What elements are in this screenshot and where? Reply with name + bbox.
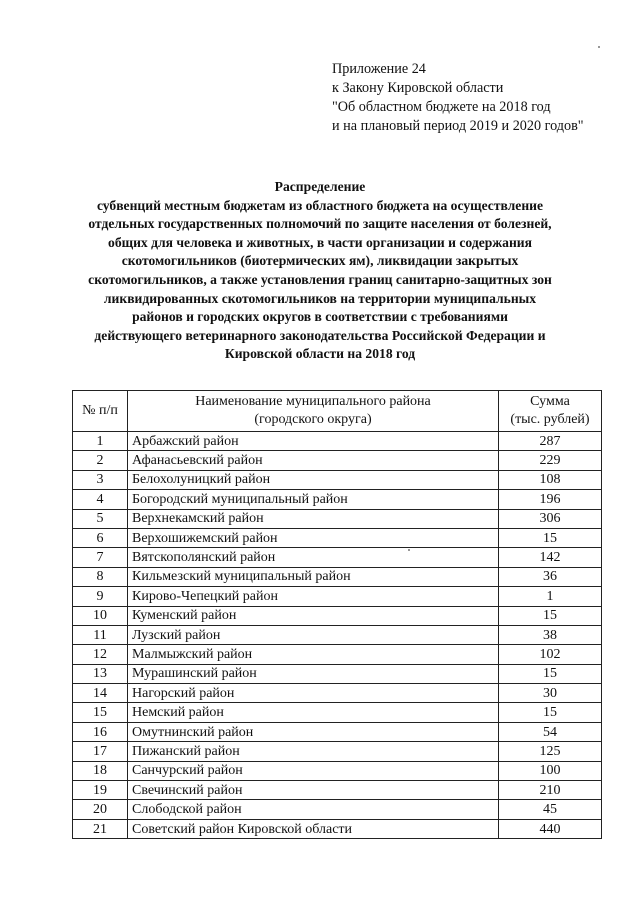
subvention-sum: 287 <box>499 432 602 451</box>
row-number: 11 <box>73 625 128 644</box>
district-name: Куменский район <box>128 606 499 625</box>
subvention-sum: 30 <box>499 684 602 703</box>
table-row <box>73 509 602 528</box>
title-line-9: действующего ветеринарного законодательства Российской Федерации и <box>94 327 546 343</box>
table-row <box>73 432 602 451</box>
subvention-sum: 142 <box>499 548 602 567</box>
district-name: Пижанский район <box>128 742 499 761</box>
table-row <box>73 781 602 800</box>
district-name: Слободской район <box>128 800 499 819</box>
district-name: Кильмезский муниципальный район <box>128 567 499 586</box>
table-row <box>73 703 602 722</box>
subvention-sum: 306 <box>499 509 602 528</box>
header-name-line-1: Наименование муниципального района <box>195 394 431 409</box>
title-line-5: скотомогильников (биотермических ям), ликвидации закрытых <box>121 253 519 269</box>
document-title <box>40 178 600 364</box>
table-row <box>73 606 602 625</box>
subvention-sum: 196 <box>499 490 602 509</box>
table-row <box>73 819 602 838</box>
row-number: 3 <box>73 470 128 489</box>
district-name: Вятскополянский район <box>128 548 499 567</box>
row-number: 7 <box>73 548 128 567</box>
header-name-line-2: (городского округа) <box>254 412 372 427</box>
table-row <box>73 587 602 606</box>
subvention-sum: 440 <box>499 819 602 838</box>
district-name: Афанасьевский район <box>128 451 499 470</box>
title-line-8: районов и городских округов в соответствии с требованиями <box>132 309 508 325</box>
table-row <box>73 722 602 741</box>
district-name: Белохолуницкий район <box>128 470 499 489</box>
row-number: 18 <box>73 761 128 780</box>
row-number: 16 <box>73 722 128 741</box>
district-name: Немский район <box>128 703 499 722</box>
district-name: Советский район Кировской области <box>128 819 499 838</box>
table-row <box>73 528 602 547</box>
header-sum-line-1: Сумма <box>530 394 570 409</box>
row-number: 5 <box>73 509 128 528</box>
row-number: 8 <box>73 567 128 586</box>
header-row <box>73 391 602 432</box>
table-row <box>73 664 602 683</box>
scan-speck <box>408 549 410 551</box>
title-line-1: Распределение <box>274 179 366 194</box>
row-number: 20 <box>73 800 128 819</box>
title-line-10: Кировской области на 2018 год <box>224 346 416 362</box>
row-number: 15 <box>73 703 128 722</box>
table-row <box>73 761 602 780</box>
row-number: 6 <box>73 528 128 547</box>
distribution-table <box>72 390 602 839</box>
district-name: Омутнинский район <box>128 722 499 741</box>
appendix-note <box>332 60 584 136</box>
header-sum <box>499 391 602 432</box>
subvention-sum: 100 <box>499 761 602 780</box>
subvention-sum: 125 <box>499 742 602 761</box>
subvention-sum: 36 <box>499 567 602 586</box>
table-row <box>73 684 602 703</box>
table-row <box>73 470 602 489</box>
subvention-sum: 15 <box>499 528 602 547</box>
district-name: Верхнекамский район <box>128 509 499 528</box>
header-sum-line-2: (тыс. рублей) <box>510 412 590 427</box>
row-number: 1 <box>73 432 128 451</box>
subvention-sum: 38 <box>499 625 602 644</box>
appendix-line-3: "Об областном бюджете на 2018 год <box>332 99 551 115</box>
header-name <box>128 391 499 432</box>
row-number: 12 <box>73 645 128 664</box>
scan-speck <box>598 46 600 48</box>
district-name: Лузский район <box>128 625 499 644</box>
table-row <box>73 490 602 509</box>
row-number: 17 <box>73 742 128 761</box>
subvention-sum: 15 <box>499 703 602 722</box>
district-name: Арбажский район <box>128 432 499 451</box>
row-number: 9 <box>73 587 128 606</box>
subvention-sum: 1 <box>499 587 602 606</box>
title-line-2: субвенций местным бюджетам из областного бюджета на осуществление <box>96 197 544 213</box>
district-name: Санчурский район <box>128 761 499 780</box>
district-name: Мурашинский район <box>128 664 499 683</box>
district-name: Богородский муниципальный район <box>128 490 499 509</box>
table-row <box>73 451 602 470</box>
subvention-sum: 102 <box>499 645 602 664</box>
subvention-sum: 210 <box>499 781 602 800</box>
table-row <box>73 742 602 761</box>
district-name: Свечинский район <box>128 781 499 800</box>
row-number: 14 <box>73 684 128 703</box>
title-line-7: ликвидированных скотомогильников на территории муниципальных <box>103 290 537 306</box>
appendix-line-4: и на плановый период 2019 и 2020 годов" <box>332 118 584 134</box>
subvention-sum: 229 <box>499 451 602 470</box>
row-number: 13 <box>73 664 128 683</box>
appendix-line-1: Приложение 24 <box>332 61 426 77</box>
table-body <box>73 432 602 839</box>
title-line-3: отдельных государственных полномочий по защите населения от болезней, <box>88 216 552 232</box>
table-row <box>73 567 602 586</box>
subvention-sum: 54 <box>499 722 602 741</box>
title-line-6: скотомогильников, а также установления границ санитарно-защитных зон <box>88 271 552 287</box>
table-header <box>73 391 602 432</box>
row-number: 4 <box>73 490 128 509</box>
table-row <box>73 548 602 567</box>
district-name: Кирово-Чепецкий район <box>128 587 499 606</box>
appendix-line-2: к Закону Кировской области <box>332 80 504 96</box>
district-name: Малмыжский район <box>128 645 499 664</box>
district-name: Верхошижемский район <box>128 528 499 547</box>
district-name: Нагорский район <box>128 684 499 703</box>
subvention-sum: 15 <box>499 664 602 683</box>
row-number: 10 <box>73 606 128 625</box>
header-num: № п/п <box>73 391 128 432</box>
subvention-sum: 108 <box>499 470 602 489</box>
subvention-sum: 45 <box>499 800 602 819</box>
title-line-4: общих для человека и животных, в части организации и содержания <box>108 234 532 250</box>
table-row <box>73 625 602 644</box>
row-number: 19 <box>73 781 128 800</box>
row-number: 2 <box>73 451 128 470</box>
table-row <box>73 645 602 664</box>
row-number: 21 <box>73 819 128 838</box>
subvention-sum: 15 <box>499 606 602 625</box>
table-row <box>73 800 602 819</box>
